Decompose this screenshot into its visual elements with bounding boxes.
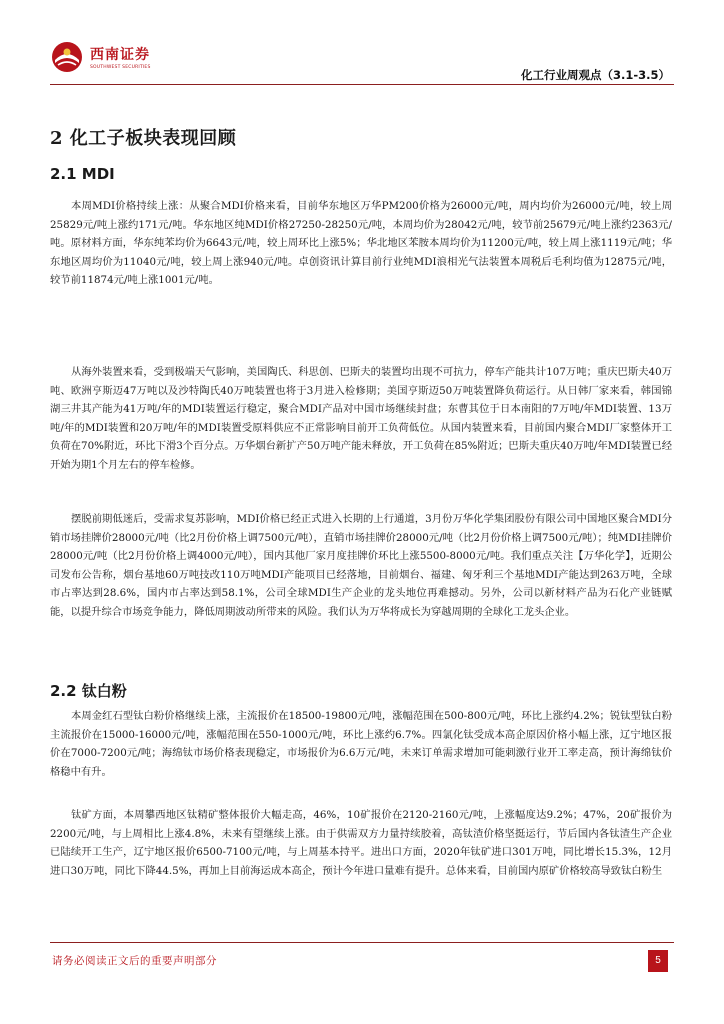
tio2-paragraph-1: 本周金红石型钛白粉价格继续上涨，主流报价在18500-19800元/吨，涨幅范围在500-800元/吨，环比上涨约4.2%；锐钛型钛白粉主流报价在15000-16000元/吨，涨幅范围在550-1000元/吨，环比上涨约6.7%。四氯化钛受成本高企原因价格小幅上涨，辽宁地区报价在7000-7200元/吨；海绵钛市场价格表现稳定，市场报价为6.6万元/吨，未来订单需求增加可能刺激行业开工率走高，预计海绵钛价格稳中有升。 (50, 710, 672, 778)
tio2-subheading: 2.2 钛白粉 (50, 682, 127, 700)
logo-emblem-icon (50, 40, 84, 74)
page-number: 5 (648, 950, 668, 972)
logo-chinese-name: 西南证券 (90, 47, 150, 63)
disclaimer-notice: 请务必阅读正文后的重要声明部分 (52, 955, 217, 967)
report-title: 化工行业周观点（3.1-3.5） (520, 68, 670, 82)
logo-english-name: SOUTHWEST SECURITIES (90, 65, 151, 70)
header-divider (50, 84, 674, 85)
mdi-paragraph-1: 本周MDI价格持续上涨：从聚合MDI价格来看，目前华东地区万华PM200价格为26000元/吨，周内均价为26000元/吨，较上周25829元/吨上涨约171元/吨。华东地区纯MDI价格27250-28250元/吨，本周均价为28042元/吨，较节前25679元/吨上涨约2363元/吨。原材料方面，华东纯苯均价为6643元/吨，较上周环比上涨5%；华北地区苯胺本周均价为11200元/吨，较上周上涨1119元/吨；华东地区周均价为11040元/吨，较上周上涨940元/吨。卓创资讯计算目前行业纯MDI浪相光气法装置本周税后毛利均值为12875元/吨，较节前11874元/吨上涨1001元/吨。 (50, 200, 672, 287)
mdi-subheading: 2.1 MDI (50, 165, 115, 183)
mdi-paragraph-3: 摆脱前期低迷后，受需求复苏影响，MDI价格已经正式进入长期的上行通道，3月份万华化学集团股份有限公司中国地区聚合MDI分销市场挂牌价28000元/吨（比2月份价格上调7500元/吨），直销市场挂牌价28000元/吨（比2月份价格上调7500元/吨）；纯MDI挂牌价28000元/吨（比2月份价格上调4000元/吨），国内其他厂家月度挂牌价环比上涨5500-8000元/吨。我们重点关注【万华化学】，近期公司发布公告称，烟台基地60万吨技改110万吨MDI产能项目已经落地，目前烟台、福建、匈牙利三个基地MDI产能达到263万吨，全球市占率达到28.6%，国内市占率达到58.1%，公司全球MDI生产企业的龙头地位再难撼动。另外，公司以新材料产品为石化产业链赋能，以提升综合市场竞争能力，降低周期波动所带来的风险。我们认为万华将成长为穿越周期的全球化工龙头企业。 (50, 513, 672, 618)
footer-divider (50, 942, 674, 943)
company-logo (50, 40, 151, 74)
page-header (50, 40, 674, 90)
mdi-paragraph-2: 从海外装置来看，受到极端天气影响，美国陶氏、科思创、巴斯夫的装置均出现不可抗力，停车产能共计107万吨；重庆巴斯夫40万吨、欧洲亨斯迈47万吨以及沙特陶氏40万吨装置也将于3月进入检修期；美国亨斯迈50万吨装置降负荷运行。从日韩厂家来看，韩国锦湖三井其产能为41万吨/年的MDI装置运行稳定，聚合MDI产品对中国市场继续封盘；东曹其位于日本南阳的7万吨/年MDI装置、13万吨/年的MDI装置和20万吨/年的MDI装置受原料供应不正常影响目前开工负荷低位。从国内装置来看，目前国内聚合MDI厂家整体开工负荷在70%附近，环比下滑3个百分点。万华烟台新扩产50万吨产能未释放，开工负荷在85%附近；巴斯夫重庆40万吨/年MDI装置已经开始为期1个月左右的停车检修。 (50, 366, 672, 471)
tio2-paragraph-2: 钛矿方面，本周攀西地区钛精矿整体报价大幅走高，46%，10矿报价在2120-2160元/吨，上涨幅度达9.2%；47%，20矿报价为2200元/吨，与上周相比上涨4.8%，未来有望继续上涨。由于供需双方力量持续胶着，高钛渣价格坚挺运行，节后国内各钛渣生产企业已陆续开工生产，辽宁地区报价6500-7100元/吨，与上周基本持平。进出口方面，2020年钛矿进口301万吨，同比增长15.3%，12月进口30万吨，同比下降44.5%，再加上目前海运成本高企，预计今年进口量难有提升。总体来看，目前国内原矿价格较高导致钛白粉生 (50, 809, 672, 877)
section-heading: 2 化工子板块表现回顾 (50, 128, 237, 149)
